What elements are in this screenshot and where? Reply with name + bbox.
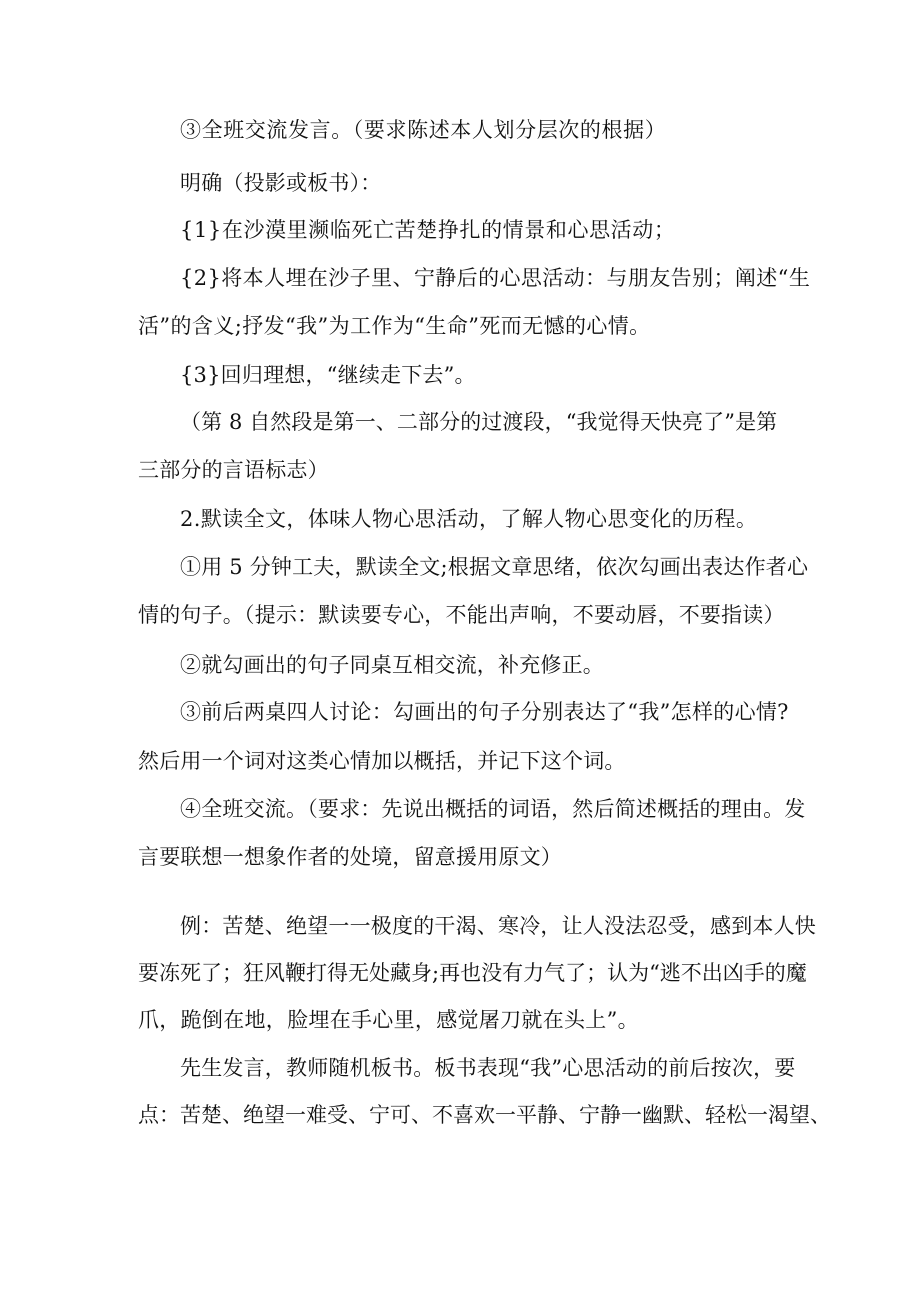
text-line: {2}将本人埋在沙子里、宁静后的心思活动：与朋友告别；阐述“生 [180,266,811,290]
text-line: 明确（投影或板书）： [180,171,382,195]
text-line: ①用 5 分钟工夫，默读全文;根据文章思绪，依次勾画出表达作者心 [180,555,809,579]
text-line: 点：苦楚、绝望一难受、宁可、不喜欢一平静、宁静一幽默、轻松一渴望、 [138,1103,831,1127]
text-line: （第 8 自然段是第一、二部分的过渡段，“我觉得天快亮了”是第 [180,410,778,434]
text-line: {3}回归理想，“继续走下去”。 [180,363,476,387]
text-line: 2.默读全文，体味人物心思活动，了解人物心思变化的历程。 [180,507,758,531]
text-line: {1}在沙漠里濒临死亡苦楚挣扎的情景和心思活动； [180,218,676,242]
text-line: ④全班交流。（要求：先说出概括的词语，然后简述概括的理由。发 [180,797,806,821]
text-line: ③前后两桌四人讨论：勾画出的句子分别表达了“我”怎样的心情? [180,700,789,724]
text-line: 言要联想一想象作者的处境，留意援用原文） [138,845,562,869]
text-line: 活”的含义;抒发“我”为工作为“生命”死而无憾的心情。 [138,314,651,338]
text-line: ③全班交流发言。（要求陈述本人划分层次的根据） [180,118,667,142]
text-line: 爪，跪倒在地，脸埋在手心里，感觉屠刀就在头上”。 [138,1008,639,1032]
text-line: 三部分的言语标志） [138,458,329,482]
text-line: 例：苦楚、绝望一一极度的干渴、寒冷，让人没法忍受，感到本人快 [180,914,816,938]
text-line: 要冻死了；狂风鞭打得无处藏身;再也没有力气了；认为“逃不出凶手的魔 [138,961,807,985]
text-line: ②就勾画出的句子同桌互相交流，补充修正。 [180,653,604,677]
text-line: 然后用一个词对这类心情加以概括，并记下这个词。 [138,749,626,773]
text-line: 情的句子。（提示：默读要专心，不能出声响，不要动唇，不要指读） [138,603,785,627]
text-line: 先生发言，教师随机板书。板书表现“我”心思活动的前后按次，要 [180,1056,796,1080]
